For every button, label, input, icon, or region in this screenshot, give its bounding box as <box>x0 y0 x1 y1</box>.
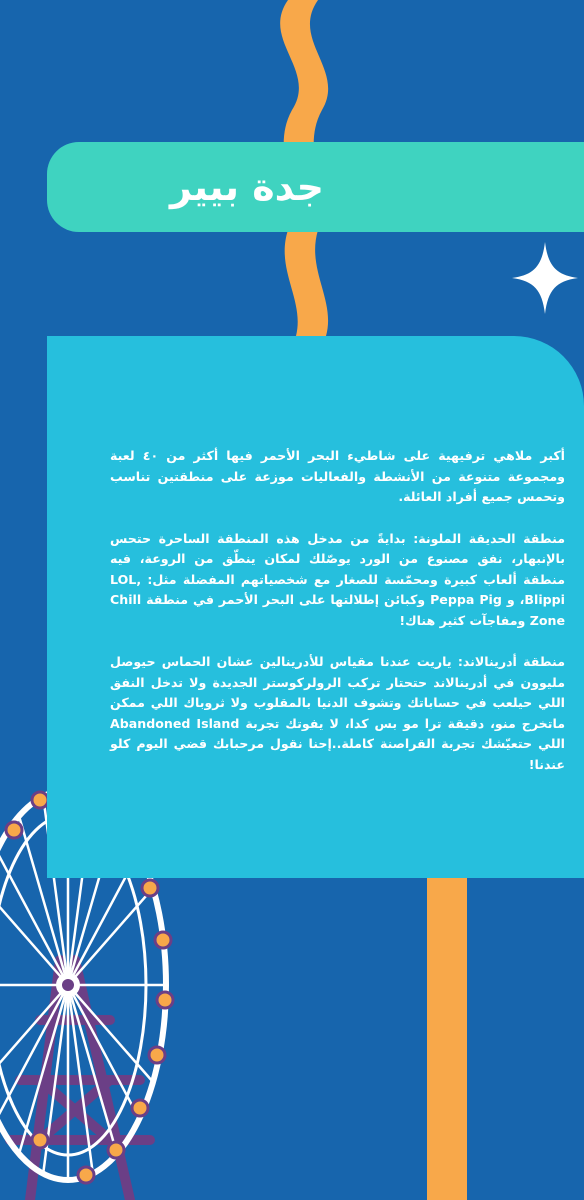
paragraph-adrenaland <box>110 652 565 775</box>
orange-ribbon-bottom <box>427 878 467 1200</box>
paragraph-text: ياريت عندنا مقياس للأدرينالين عشان الحماس حيوصل مليوون في أدرينالاند حتحتار تركب الرولركوستر الجديدة ولا تدخل النفق اللي حيلعب في حساباتك وتشوف الدنيا بالمقلوب ولا ثروباك اللي ممكن ماتخرج منو، دقيقة ترا مو بس كدا، لا يفوتك تجربة Abandoned Island اللي حتعيّشك تجربة القراصنة كاملة..إحنا نقول مرحبابك قضي اليوم كلو عندنا! <box>110 654 565 772</box>
sparkle-icon <box>512 242 578 314</box>
paragraph-intro <box>110 446 565 508</box>
paragraph-text: أكبر ملاهي ترفيهية على شاطيء البحر الأحمر فيها أكثر من ٤٠ لعبة ومجموعة متنوعة من الأنشطة والفعاليات موزعة على منطقتين تناسب وتحمس جميع أفراد العائلة. <box>110 448 565 504</box>
paragraph-garden <box>110 529 565 632</box>
page-title: جدة بيير <box>170 165 324 209</box>
content-text <box>110 446 565 796</box>
paragraph-label: منطقة أدرينالاند: <box>457 654 565 669</box>
paragraph-label: منطقة الحديقة الملونة: <box>413 530 566 546</box>
paragraph-text: بدايةً من مدخل هذه المنطقة الساحرة حتحس بالإنبهار، نفق مصنوع من الورد يوصّلك لمكان ينطّق من الروعة، فيه منطقة ألعاب كبيرة ومحمّسة للصغار مع شخصياتهم المفضلة مثل: ,LOL Blippi، و Peppa Pig وكبائن إطلالتها على البحر الأحمر في منطقة Chill Zone ومفاجآت كثير هناك! <box>110 530 566 628</box>
